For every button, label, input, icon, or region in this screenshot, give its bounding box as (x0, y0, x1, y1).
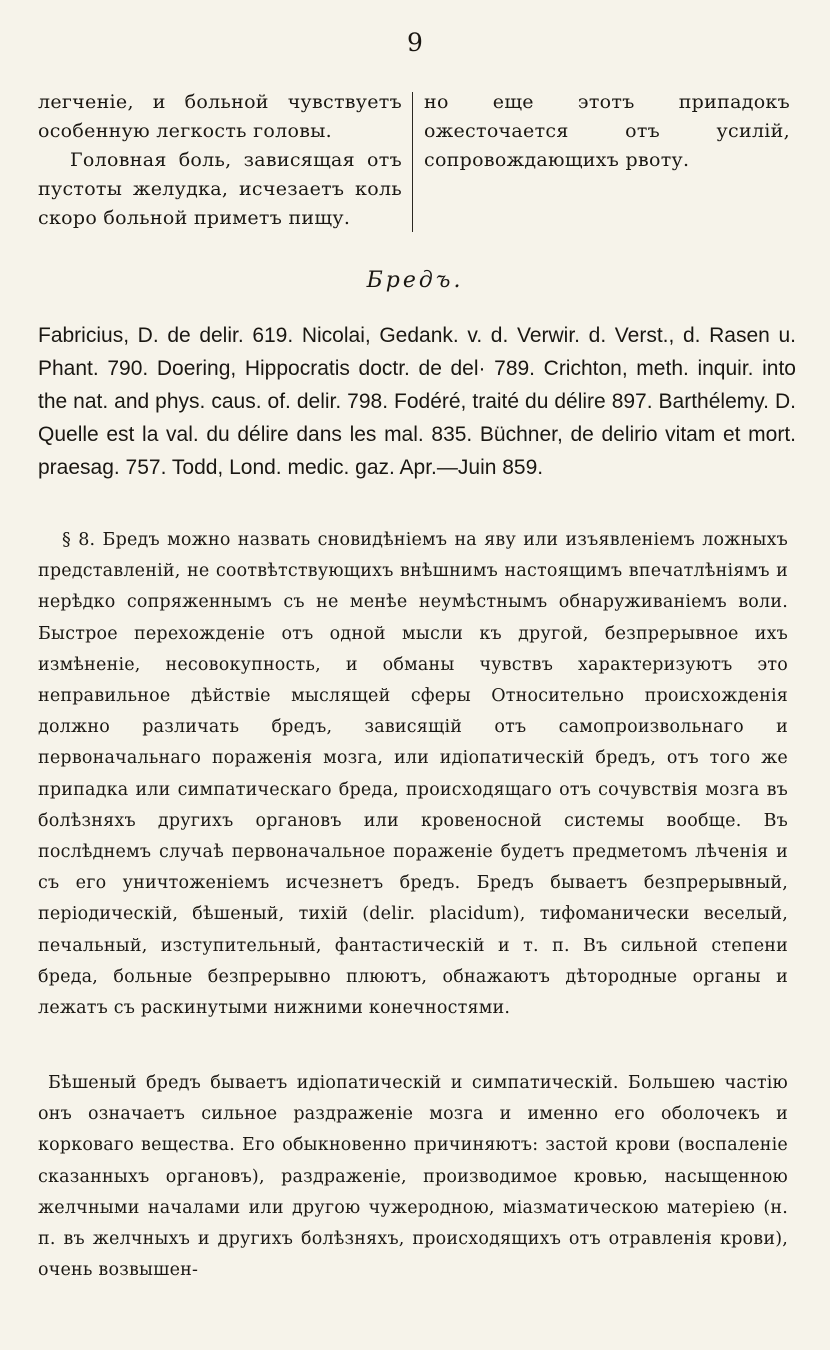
left-column (38, 88, 402, 233)
column-divider (412, 92, 413, 232)
left-column-paragraph-2: Головная боль, зависящая отъ пустоты желудка, исчезаетъ коль скоро больной приметъ пищу. (38, 149, 402, 229)
section-title: Бредъ. (366, 268, 464, 293)
body-paragraph-2 (38, 1068, 788, 1286)
paragraph-2-text: Бѣшеный бредъ бываетъ идіопатическій и симпатическій. Большею частію онъ означаетъ сильное раздраженіе мозга и именно его оболочекъ и корковаго вещества. Его обыкновенно причиняютъ: застой крови (воспаленіе сказанныхъ органовъ), раздраженіе, производимое кровью, насыщенною желчными началами или другою чужеродною, міазматическою матеріею (н. п. въ желчныхъ и другихъ болѣзняхъ, происходящихъ отъ отравленія крови), очень возвышен- (38, 1073, 788, 1281)
body-paragraph-1 (38, 525, 788, 1024)
page-number: 9 (407, 28, 423, 57)
right-column-paragraph: но еще этотъ припадокъ ожесточается отъ усилій, сопровождающихъ рвоту. (424, 91, 790, 171)
left-column-paragraph-1: легченіе, и больной чувствуетъ особенную легкость головы. (38, 91, 402, 142)
bibliography-references: Fabricius, D. de delir. 619. Nicolai, Gedank. v. d. Verwir. d. Verst., d. Rasen u. Phant. 790. Doering, Hippocratis doctr. de del· 789. Crichton, meth. inquir. into the nat. and phys. caus. of. delir. 798. Fodéré, traité du délire 897. Barthélemy. D. Quelle est la val. du délire dans les mal. 835. Büchner, de delirio vitam et mort. praesag. 757. Todd, Lond. medic. gaz. Apr.—Juin 859. (38, 324, 796, 479)
paragraph-1-text: § 8. Бредъ можно назвать сновидѣніемъ на яву или изъявленіемъ ложныхъ представленій, не соотвѣтствующихъ внѣшнимъ настоящимъ впечатлѣніямъ и нерѣдко сопряженнымъ съ не менѣе неумѣстнымъ обнаруживаніемъ воли. Быстрое перехожденіе отъ одной мысли къ другой, безпрерывное ихъ измѣненіе, несовокупность, и обманы чувствъ характеризуютъ это неправильное дѣйствіе мыслящей сферы Относительно происхожденія должно различать бредъ, зависящій отъ самопроизвольнаго и первоначальнаго пораженія мозга, или идіопатическій бредъ, отъ того же припадка или симпатическаго бреда, происходящаго отъ сочувствія мозга въ болѣзняхъ другихъ органовъ или кровеносной системы вообще. Въ послѣднемъ случаѣ первоначальное пораженіе будетъ предметомъ лѣченія и съ его уничтоженіемъ исчезнетъ бредъ. Бредъ бываетъ безпрерывный, періодическій, бѣшеный, тихій (delir. placidum), тифоманически веселый, печальный, изступительный, фантастическій и т. п. Въ сильной степени бреда, больные безпрерывно плюютъ, обнажаютъ дѣтородные органы и лежатъ съ раскинутыми нижними конечностями. (38, 530, 788, 1019)
right-column (424, 88, 790, 175)
